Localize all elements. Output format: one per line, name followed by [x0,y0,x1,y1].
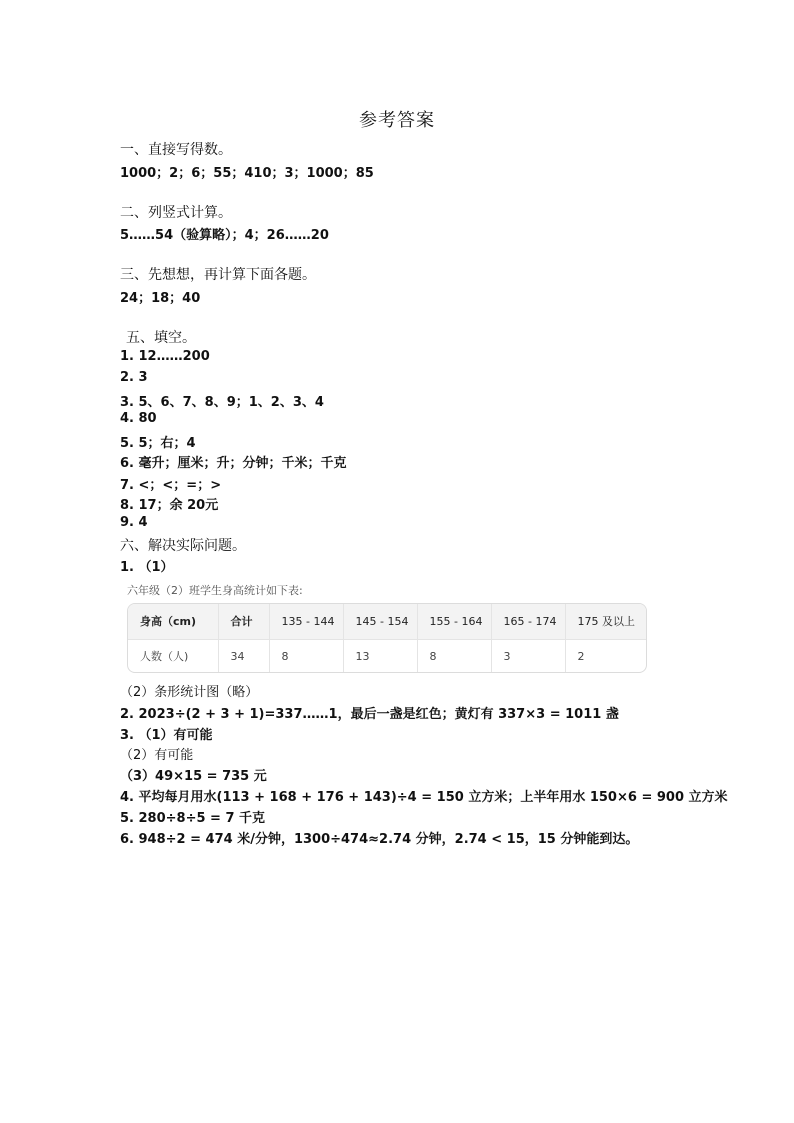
section-5-item: 9. 4 [120,515,148,530]
table-cell: 8 [417,639,491,673]
table-cell: 8 [269,639,343,673]
table-header-cell: 165 - 174 [491,604,565,639]
section-5-heading: 五、填空。 [126,330,196,346]
section-2-answer: 5……54（验算略）；4；26……20 [120,228,329,243]
section-6-line: 6. 948÷2 = 474 米/分钟，1300÷474≈2.74 分钟，2.74 < 15，15 分钟能到达。 [120,832,639,847]
section-3-heading: 三、先想想，再计算下面各题。 [120,267,316,283]
section-1-answer: 1000；2；6；55；410；3；1000；85 [120,166,374,181]
section-6-line: 3. （1）有可能 [120,728,213,743]
table-cell: 13 [343,639,417,673]
table-cell: 2 [577,649,585,663]
table-header-cell: 身高（cm) [128,604,218,639]
section-6-line: （2）条形统计图（略） [120,685,259,700]
table-cell: 3 [491,639,565,673]
table-cell: 人数（人) [128,639,218,673]
section-5-item: 2. 3 [120,370,148,385]
section-6-item-1: 1. （1） [120,560,174,575]
height-stats-table [127,603,647,673]
table-cell: 34 [218,639,269,673]
section-2-heading: 二、列竖式计算。 [120,205,232,221]
section-5-item: 1. 12……200 [120,349,210,364]
table-header-row [128,604,647,639]
section-1-heading: 一、直接写得数。 [120,142,232,158]
section-6-line: 2. 2023÷(2 + 3 + 1)=337……1，最后一盏是红色；黄灯有 337×3 = 1011 盏 [120,707,619,722]
table-header-cell: 合计 [218,604,269,639]
table-header-cell: 155 - 164 [417,604,491,639]
section-5-item: 3. 5、6、7、8、9；1、2、3、4 [120,395,324,410]
page-title: 参考答案 [359,110,435,131]
section-5-item: 5. 5；右；4 [120,436,196,451]
table-header-cell: 145 - 154 [343,604,417,639]
section-6-line: 4. 平均每月用水(113 + 168 + 176 + 143)÷4 = 150 立方米；上半年用水 150×6 = 900 立方米 [120,790,728,805]
section-6-line: 5. 280÷8÷5 = 7 千克 [120,811,266,826]
section-6-heading: 六、解决实际问题。 [120,538,246,554]
table-row [128,639,647,673]
section-6-line: （3）49×15 = 735 元 [120,769,267,784]
section-6-line: （2）有可能 [120,748,194,763]
section-5-item: 4. 80 [120,411,157,426]
section-5-item: 8. 17；余 20元 [120,498,219,513]
table-caption: 六年级（2）班学生身高统计如下表: [127,584,303,597]
section-3-answer: 24；18；40 [120,291,201,306]
table-header-cell: 175 及以上 [577,615,635,629]
table-header-cell: 135 - 144 [269,604,343,639]
section-5-item: 6. 毫升；厘米；升；分钟；千米；千克 [120,456,347,471]
section-5-item: 7. <；<；=；> [120,478,222,493]
